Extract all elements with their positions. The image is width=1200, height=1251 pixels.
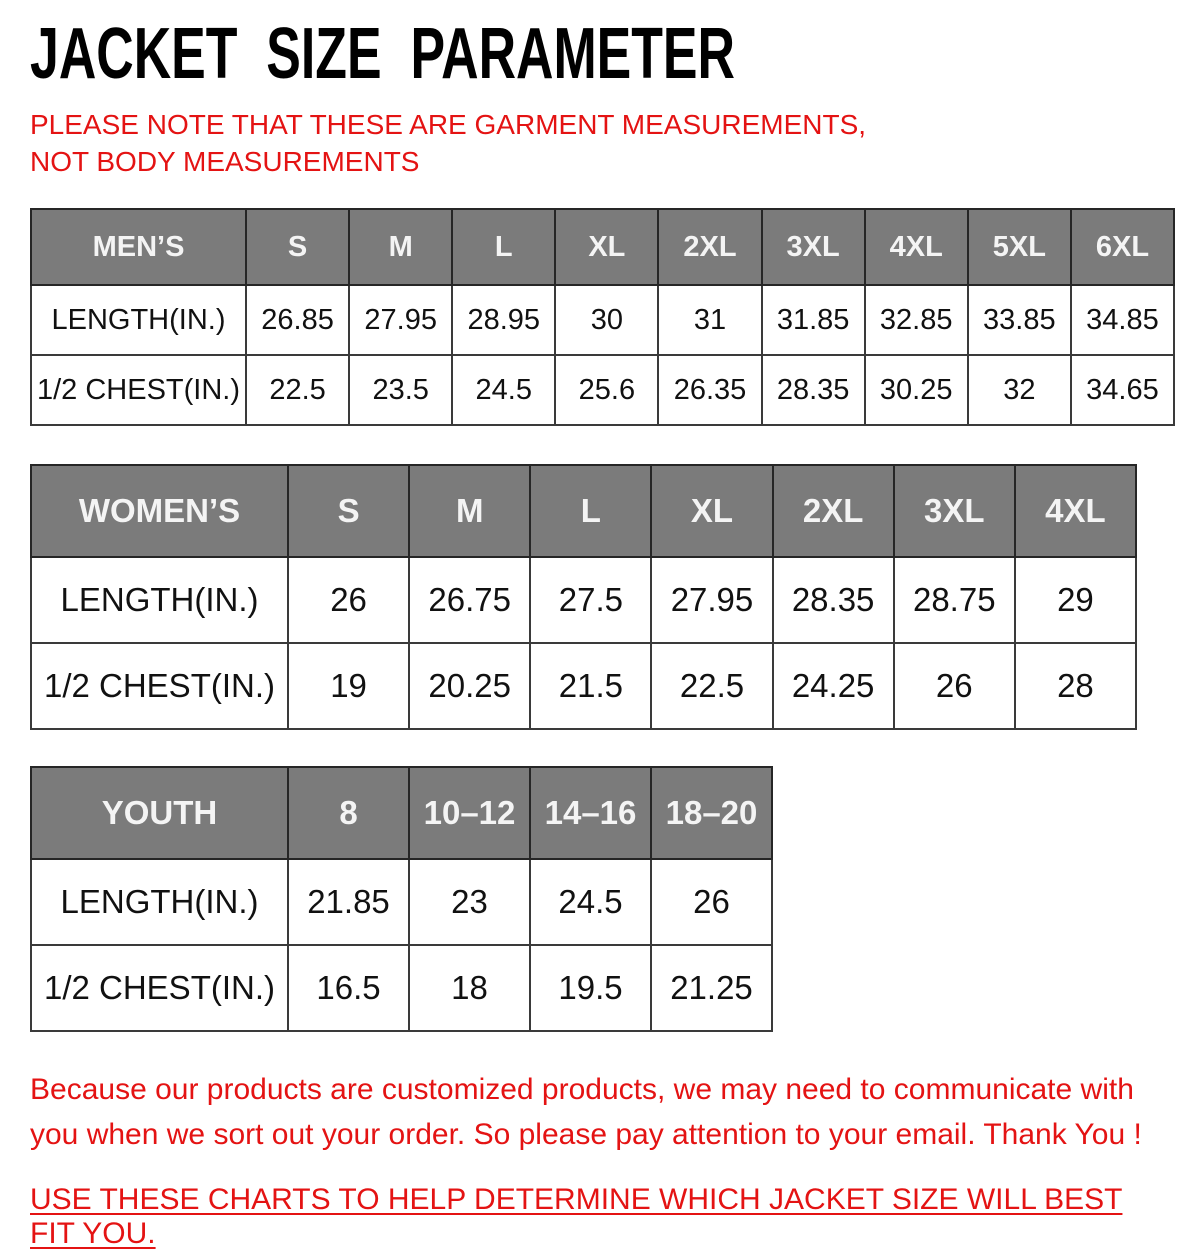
measure-label-cell: LENGTH(IN.) bbox=[31, 859, 288, 945]
chart-usage-note bbox=[30, 1183, 1175, 1251]
mens-size-table bbox=[30, 208, 1175, 426]
value-cell: 28.35 bbox=[773, 557, 894, 643]
page-title: JACKET SIZE PARAMETER bbox=[30, 14, 735, 94]
value-cell: 21.25 bbox=[651, 945, 772, 1031]
size-header-cell: 3XL bbox=[894, 465, 1015, 557]
mens-length-row bbox=[31, 285, 1174, 355]
measure-label-cell: 1/2 CHEST(IN.) bbox=[31, 945, 288, 1031]
size-header-cell: S bbox=[288, 465, 409, 557]
value-cell: 26.85 bbox=[246, 285, 349, 355]
womens-table-title: WOMEN’S bbox=[31, 465, 288, 557]
womens-length-row bbox=[31, 557, 1136, 643]
value-cell: 24.5 bbox=[452, 355, 555, 425]
womens-chest-row bbox=[31, 643, 1136, 729]
value-cell: 31 bbox=[658, 285, 761, 355]
value-cell: 31.85 bbox=[762, 285, 865, 355]
size-header-cell: 14–16 bbox=[530, 767, 651, 859]
value-cell: 28.95 bbox=[452, 285, 555, 355]
value-cell: 22.5 bbox=[651, 643, 772, 729]
measure-label-cell: 1/2 CHEST(IN.) bbox=[31, 355, 246, 425]
value-cell: 18 bbox=[409, 945, 530, 1031]
size-header-cell: 3XL bbox=[762, 209, 865, 285]
value-cell: 27.95 bbox=[349, 285, 452, 355]
size-header-cell: 2XL bbox=[658, 209, 761, 285]
womens-header-row bbox=[31, 465, 1136, 557]
size-header-cell: 4XL bbox=[1015, 465, 1136, 557]
size-header-cell: S bbox=[246, 209, 349, 285]
value-cell: 26 bbox=[894, 643, 1015, 729]
value-cell: 34.85 bbox=[1071, 285, 1174, 355]
size-header-cell: L bbox=[530, 465, 651, 557]
size-header-cell: M bbox=[409, 465, 530, 557]
value-cell: 23 bbox=[409, 859, 530, 945]
value-cell: 22.5 bbox=[246, 355, 349, 425]
value-cell: 23.5 bbox=[349, 355, 452, 425]
value-cell: 19 bbox=[288, 643, 409, 729]
value-cell: 33.85 bbox=[968, 285, 1071, 355]
value-cell: 28 bbox=[1015, 643, 1136, 729]
value-cell: 27.95 bbox=[651, 557, 772, 643]
value-cell: 32 bbox=[968, 355, 1071, 425]
value-cell: 28.35 bbox=[762, 355, 865, 425]
value-cell: 26.35 bbox=[658, 355, 761, 425]
size-header-cell: XL bbox=[555, 209, 658, 285]
value-cell: 29 bbox=[1015, 557, 1136, 643]
size-header-cell: 6XL bbox=[1071, 209, 1174, 285]
size-header-cell: 5XL bbox=[968, 209, 1071, 285]
measure-label-cell: 1/2 CHEST(IN.) bbox=[31, 643, 288, 729]
mens-table-title: MEN’S bbox=[31, 209, 246, 285]
size-header-cell: 18–20 bbox=[651, 767, 772, 859]
customization-notice: Because our products are customized products, we may need to communicate with you when we sort out your order. So please pay attention to your email. Thank You ! bbox=[30, 1073, 1142, 1151]
size-header-cell: XL bbox=[651, 465, 772, 557]
value-cell: 34.65 bbox=[1071, 355, 1174, 425]
size-header-cell: L bbox=[452, 209, 555, 285]
value-cell: 24.25 bbox=[773, 643, 894, 729]
measure-label-cell: LENGTH(IN.) bbox=[31, 557, 288, 643]
value-cell: 26 bbox=[288, 557, 409, 643]
value-cell: 28.75 bbox=[894, 557, 1015, 643]
womens-size-table bbox=[30, 464, 1137, 730]
value-cell: 24.5 bbox=[530, 859, 651, 945]
youth-chest-row bbox=[31, 945, 772, 1031]
youth-header-row bbox=[31, 767, 772, 859]
size-header-cell: 10–12 bbox=[409, 767, 530, 859]
chart-usage-note-text: USE THESE CHARTS TO HELP DETERMINE WHICH JACKET SIZE WILL BEST FIT YOU. bbox=[30, 1183, 1123, 1251]
size-header-cell: 4XL bbox=[865, 209, 968, 285]
value-cell: 30.25 bbox=[865, 355, 968, 425]
garment-measurement-note: PLEASE NOTE THAT THESE ARE GARMENT MEASUREMENTS, NOT BODY MEASUREMENTS bbox=[30, 109, 867, 178]
youth-table-title: YOUTH bbox=[31, 767, 288, 859]
mens-chest-row bbox=[31, 355, 1174, 425]
value-cell: 16.5 bbox=[288, 945, 409, 1031]
value-cell: 19.5 bbox=[530, 945, 651, 1031]
value-cell: 32.85 bbox=[865, 285, 968, 355]
mens-header-row bbox=[31, 209, 1174, 285]
value-cell: 25.6 bbox=[555, 355, 658, 425]
value-cell: 26.75 bbox=[409, 557, 530, 643]
value-cell: 21.5 bbox=[530, 643, 651, 729]
value-cell: 26 bbox=[651, 859, 772, 945]
measure-label-cell: LENGTH(IN.) bbox=[31, 285, 246, 355]
value-cell: 27.5 bbox=[530, 557, 651, 643]
value-cell: 21.85 bbox=[288, 859, 409, 945]
size-header-cell: M bbox=[349, 209, 452, 285]
youth-length-row bbox=[31, 859, 772, 945]
size-header-cell: 2XL bbox=[773, 465, 894, 557]
value-cell: 30 bbox=[555, 285, 658, 355]
size-header-cell: 8 bbox=[288, 767, 409, 859]
value-cell: 20.25 bbox=[409, 643, 530, 729]
youth-size-table bbox=[30, 766, 773, 1032]
